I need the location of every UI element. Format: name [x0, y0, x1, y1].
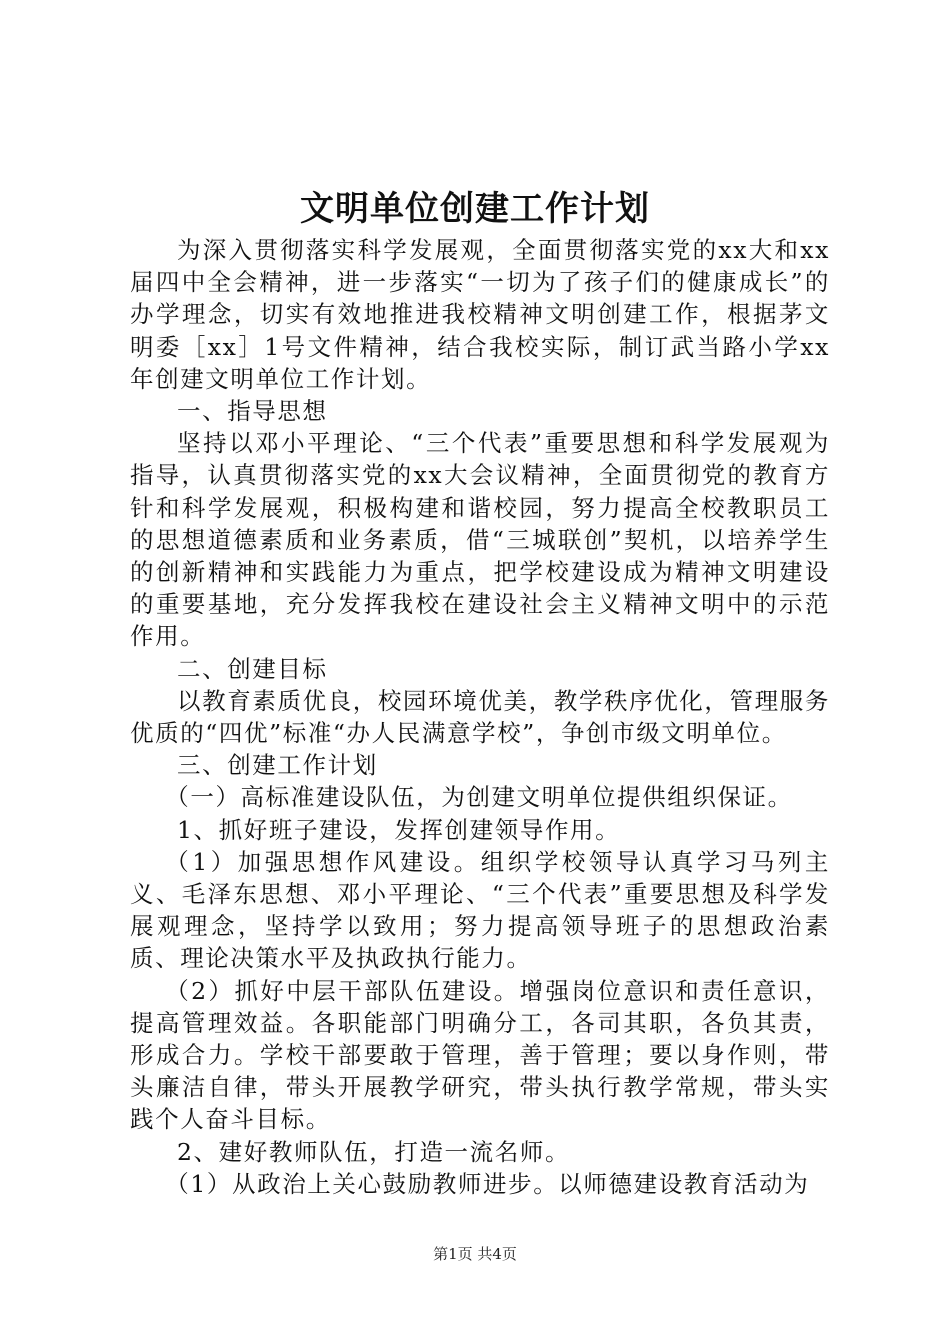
document-body [130, 234, 830, 1200]
section-heading-goals: 二、创建目标 [177, 654, 328, 683]
goals-paragraph: 以教育素质优良，校园环境优美，教学秩序优化，管理服务优质的“四优”标准“办人民满意学校”，争创市级文明单位。 [130, 686, 830, 748]
section-heading-work-plan: 三、创建工作计划 [177, 751, 378, 780]
item-heading-leadership: 1、抓好班子建设，发挥创建领导作用。 [177, 815, 621, 844]
item-paragraph-teacher-politics: （1）从政治上关心鼓励教师进步。以师德建设教育活动为 [165, 1169, 810, 1198]
item-paragraph-work-style: （1）加强思想作风建设。组织学校领导认真学习马列主义、毛泽东思想、邓小平理论、“三个代表”重要思想及科学发展观理念，坚持学以致用；努力提高领导班子的思想政治素质、理论决策水平及执政执行能力。 [130, 847, 830, 973]
item-paragraph-middle-cadres: （2）抓好中层干部队伍建设。增强岗位意识和责任意识，提高管理效益。各职能部门明确分工，各司其职，各负其责，形成合力。学校干部要敢于管理，善于管理；要以身作则，带头廉洁自律，带头开展教学研究，带头执行教学常规，带头实践个人奋斗目标。 [130, 976, 830, 1134]
guiding-ideology-paragraph: 坚持以邓小平理论、“三个代表”重要思想和科学发展观为指导，认真贯彻落实党的xx大会议精神，全面贯彻党的教育方针和科学发展观，积极构建和谐校园，努力提高全校教职员工的思想道德素质和业务素质，借“三城联创”契机，以培养学生的创新精神和实践能力为重点，把学校建设成为精神文明建设的重要基地，充分发挥我校在建设社会主义精神文明中的示范作用。 [130, 429, 830, 651]
item-heading-teachers: 2、建好教师队伍，打造一流名师。 [177, 1137, 571, 1166]
document-title: 文明单位创建工作计划 [300, 189, 650, 229]
section-heading-guiding-ideology: 一、指导思想 [177, 397, 328, 426]
intro-paragraph: 为深入贯彻落实科学发展观，全面贯彻落实党的xx大和xx届四中全会精神，进一步落实“一切为了孩子们的健康成长”的办学理念，切实有效地推进我校精神文明创建工作，根据茅文明委［xx］1号文件精神，结合我校实际，制订武当路小学xx年创建文明单位工作计划。 [130, 236, 830, 393]
subsection-heading-team-building: （一）高标准建设队伍，为创建文明单位提供组织保证。 [165, 783, 793, 812]
page-footer: 第1页 共4页 [433, 1245, 517, 1263]
